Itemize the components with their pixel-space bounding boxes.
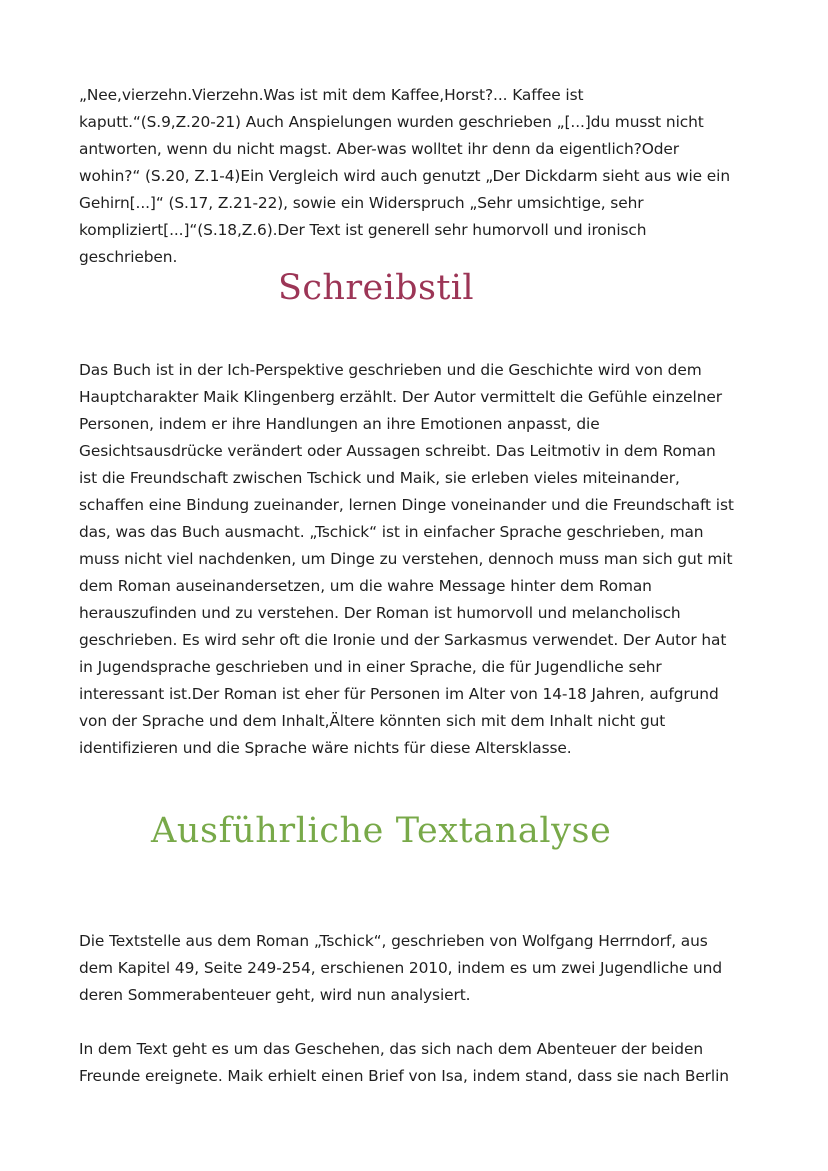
textanalyse-paragraph-2: In dem Text geht es um das Geschehen, das sich nach dem Abenteuer der beiden Freunde ereignete. Maik erhielt einen Brief von Isa, indem stand, dass sie nach Berlin — [79, 1040, 729, 1085]
intro-paragraph: „Nee,vierzehn.Vierzehn.Was ist mit dem Kaffee,Horst?... Kaffee ist kaputt.“(S.9,Z.20-21) Auch Anspielungen wurden geschrieben „[...]du musst nicht antworten, wenn du nicht magst. Aber-was wolltet ihr denn da eigentlich?Oder wohin?“ (S.20, Z.1-4)Ein Vergleich wird auch genutzt „Der Dickdarm sieht aus wie ein Gehirn[...]“ (S.17, Z.21-22), sowie ein Widerspruch „Sehr umsichtige, sehr kompliziert[...]“(S.18,Z.6).Der Text ist generell sehr humorvoll und ironisch geschrieben. — [79, 86, 730, 266]
heading-schreibstil: Schreibstil — [278, 268, 474, 308]
schreibstil-paragraph: Das Buch ist in der Ich-Perspektive geschrieben und die Geschichte wird von dem Hauptcharakter Maik Klingenberg erzählt. Der Autor vermittelt die Gefühle einzelner Personen, indem er ihre Handlungen an ihre Emotionen anpasst, die Gesichtsausdrücke verändert oder Aussagen schreibt. Das Leitmotiv in dem Roman ist die Freundschaft zwischen Tschick und Maik, sie erleben vieles miteinander, schaffen eine Bindung zueinander, lernen Dinge voneinander und die Freundschaft ist das, was das Buch ausmacht. „Tschick“ ist in einfacher Sprache geschrieben, man muss nicht viel nachdenken, um Dinge zu verstehen, dennoch muss man sich gut mit dem Roman auseinandersetzen, um die wahre Message hinter dem Roman herauszufinden und zu verstehen. Der Roman ist humorvoll und melancholisch geschrieben. Es wird sehr oft die Ironie und der Sarkasmus verwendet. Der Autor hat in Jugendsprache geschrieben und in einer Sprache, die für Jugendliche sehr interessant ist.Der Roman ist eher für Personen im Alter von 14-18 Jahren, aufgrund von der Sprache und dem Inhalt,Ältere könnten sich mit dem Inhalt nicht gut identifizieren und die Sprache wäre nichts für diese Altersklasse. — [79, 361, 734, 757]
heading-textanalyse: Ausführliche Textanalyse — [151, 811, 612, 851]
textanalyse-paragraph-1: Die Textstelle aus dem Roman „Tschick“, geschrieben von Wolfgang Herrndorf, aus dem Kapitel 49, Seite 249-254, erschienen 2010, indem es um zwei Jugendliche und deren Sommerabenteuer geht, wird nun analysiert. — [79, 932, 722, 1004]
